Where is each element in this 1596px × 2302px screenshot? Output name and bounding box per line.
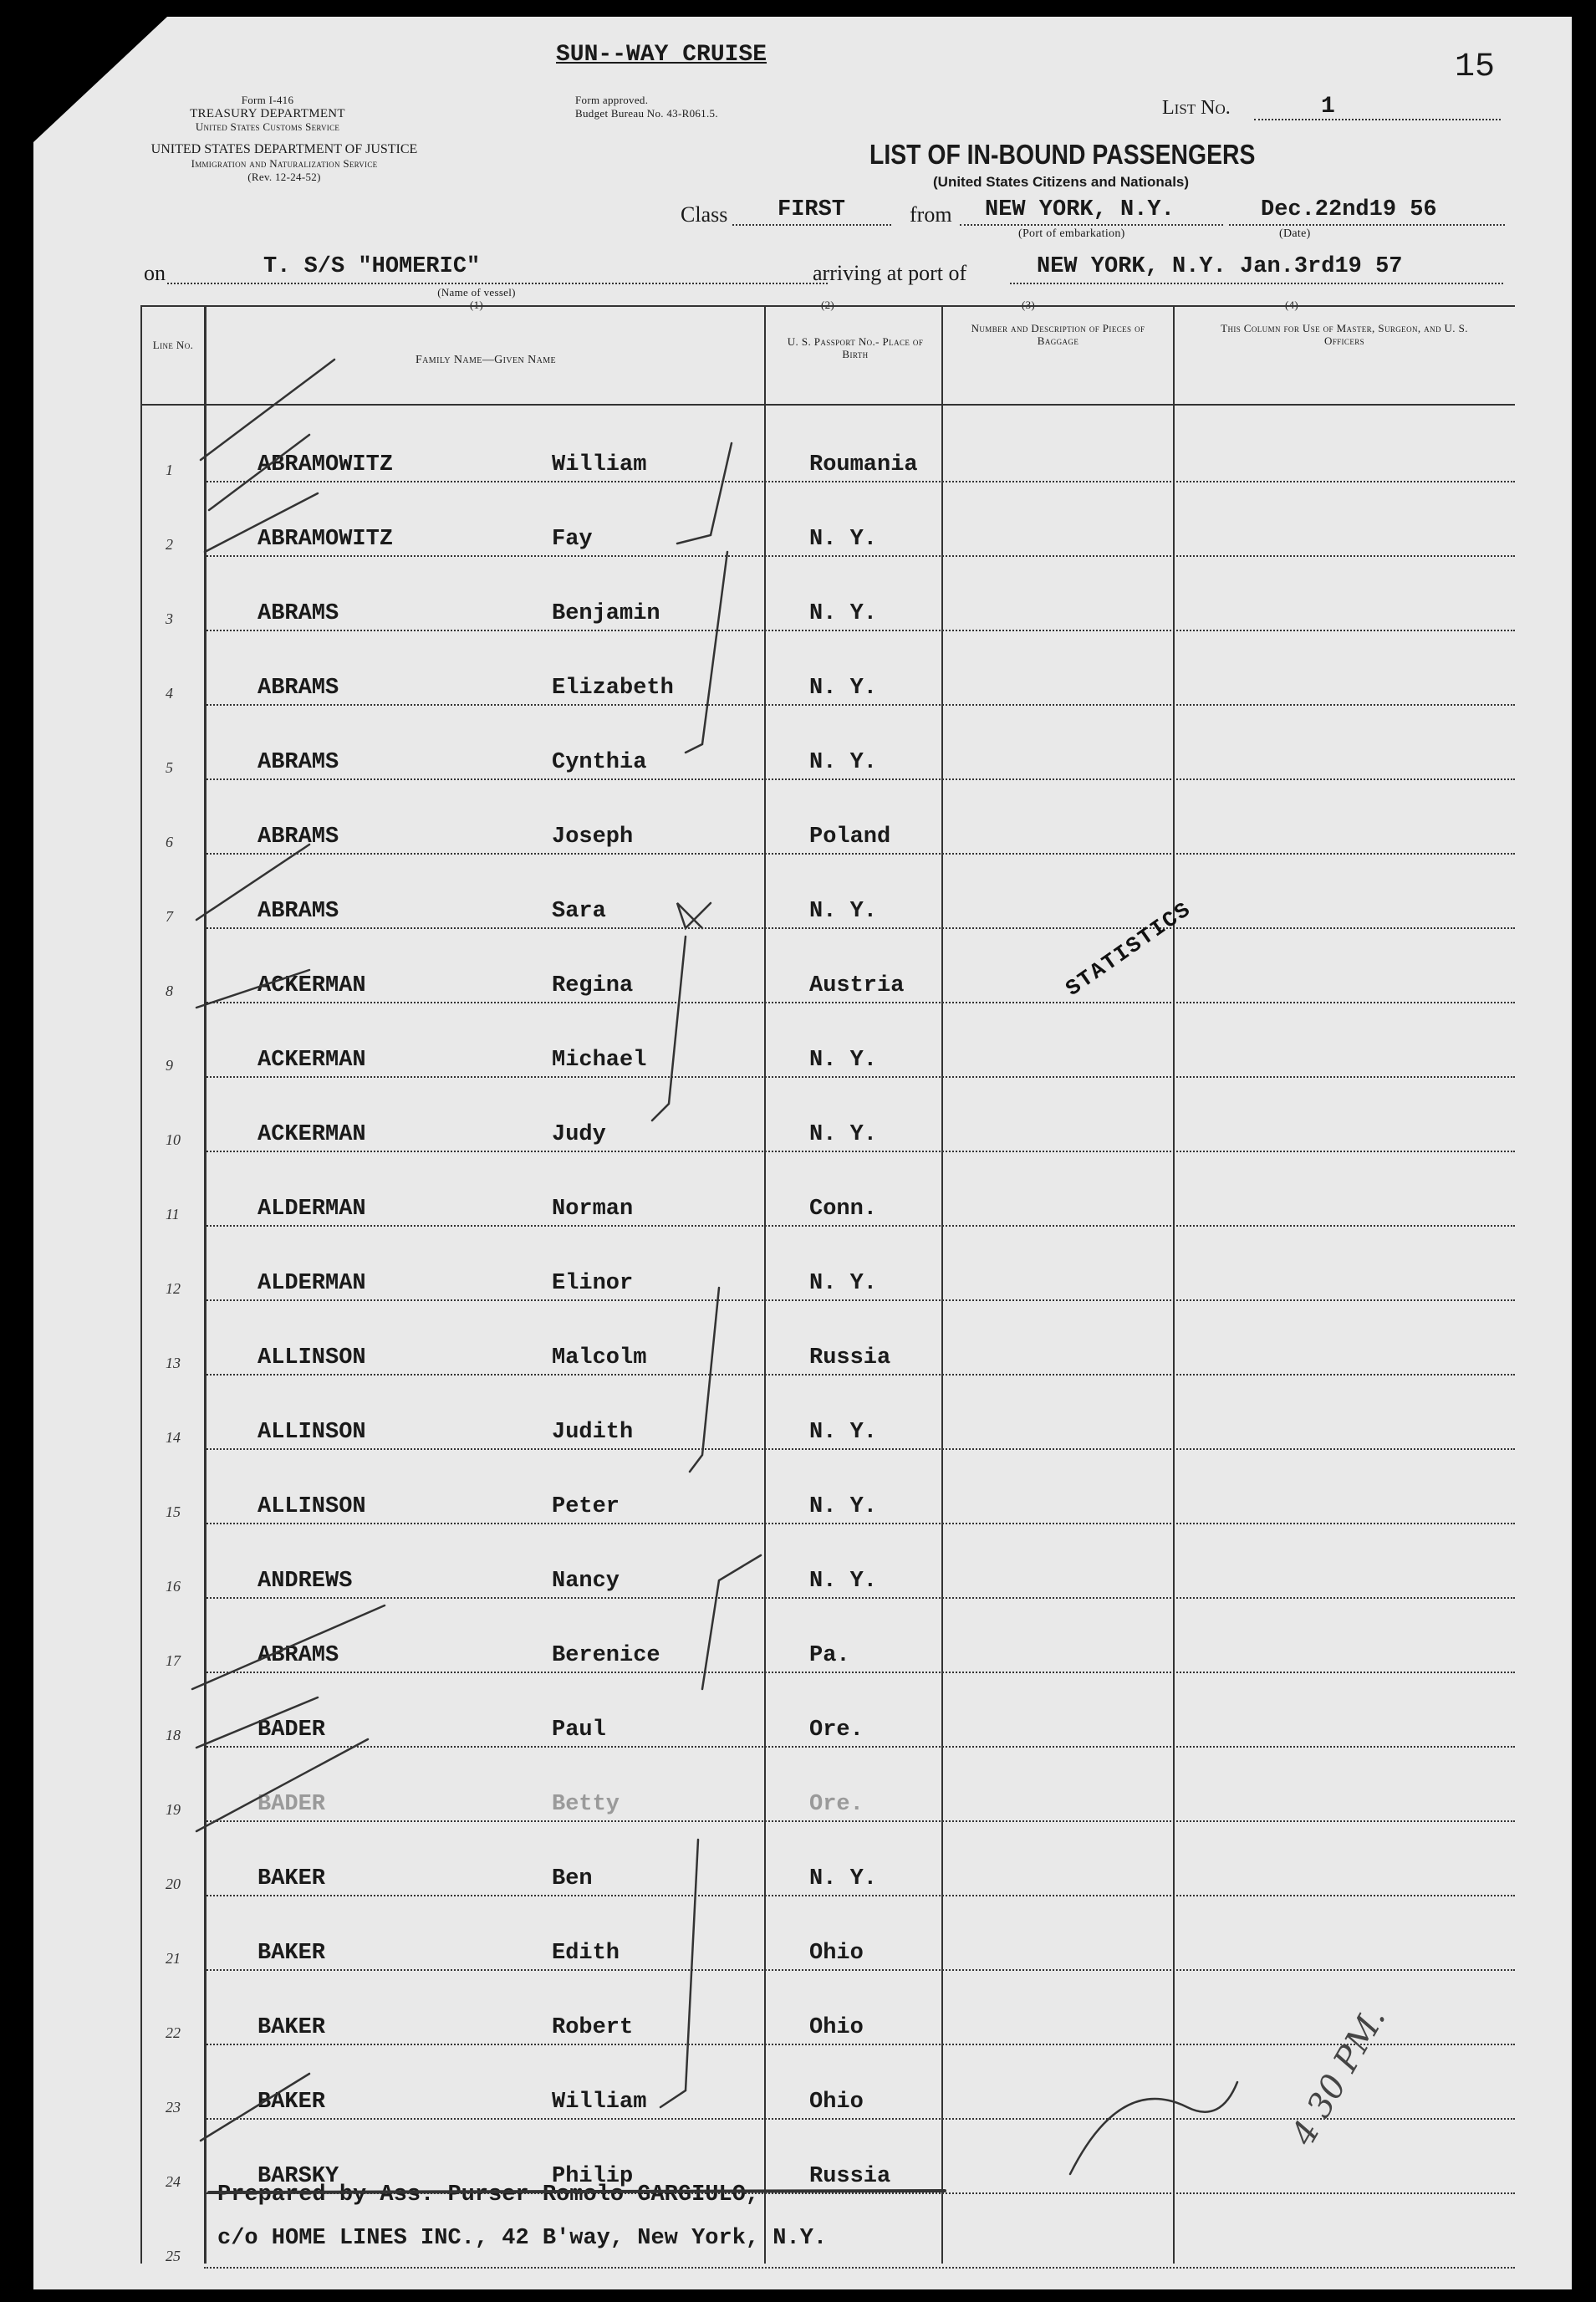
given-name: Robert	[552, 2015, 634, 2040]
line-number: 11	[166, 1206, 180, 1222]
line-number: 10	[166, 1131, 181, 1148]
form-number: Form I-416	[241, 94, 294, 106]
table-row	[140, 1823, 1515, 1896]
line-number: 16	[166, 1578, 181, 1595]
given-name: Philip	[552, 2164, 634, 2189]
table-row	[140, 632, 1515, 706]
line-number: 6	[166, 834, 173, 850]
line-number: 9	[166, 1057, 173, 1074]
line-number: 23	[166, 2099, 181, 2116]
line-number: 12	[166, 1280, 181, 1297]
class-line	[732, 224, 891, 226]
vessel-col-num: (1)	[469, 299, 484, 311]
birth-place: Ohio	[809, 2090, 864, 2115]
birth-place: Ore.	[809, 1792, 864, 1817]
row-rule	[204, 1597, 1515, 1599]
family-name: ABRAMS	[258, 899, 339, 924]
row-rule	[204, 1523, 1515, 1524]
arrival-port-date: NEW YORK, N.Y. Jan.3rd19 57	[1037, 254, 1403, 279]
from-value: NEW YORK, N.Y.	[985, 197, 1175, 222]
table-row	[140, 483, 1515, 557]
torn-corner	[33, 17, 167, 142]
given-name: Sara	[552, 899, 606, 924]
family-name: ALDERMAN	[258, 1271, 366, 1296]
row-rule	[204, 1002, 1515, 1003]
row-rule	[204, 778, 1515, 780]
passenger-table	[140, 305, 1515, 2264]
given-name: Elinor	[552, 1271, 634, 1296]
family-name: BAKER	[258, 1866, 326, 1891]
family-name: ABRAMOWITZ	[258, 452, 394, 477]
birth-place: N. Y.	[809, 527, 878, 552]
list-title: LIST OF IN-BOUND PASSENGERS	[869, 139, 1256, 170]
arriving-label: arriving at port of	[813, 261, 967, 285]
given-name: Regina	[552, 973, 634, 998]
list-no-line	[1254, 119, 1501, 120]
given-name: Nancy	[552, 1569, 620, 1594]
class-value: FIRST	[778, 197, 846, 222]
row-rule	[204, 1225, 1515, 1227]
from-line	[960, 224, 1223, 226]
given-name: Judith	[552, 1420, 634, 1445]
birth-place: N. Y.	[809, 676, 878, 701]
family-name: ABRAMS	[258, 601, 339, 626]
given-name: Edith	[552, 1941, 620, 1966]
port-caption: (Port of embarkation)	[1018, 227, 1125, 240]
table-row	[140, 1376, 1515, 1450]
form-approved: Form approved.	[575, 94, 649, 106]
header-bottom-rule	[140, 404, 1515, 406]
family-name: ABRAMS	[258, 1643, 339, 1668]
col-line-no: Line No.	[152, 339, 194, 351]
statistics-stamp: STATISTICS	[1061, 896, 1196, 1002]
family-name: BADER	[258, 1792, 326, 1817]
col-family-given-name: Family Name—Given Name	[415, 354, 556, 366]
page-number: 15	[1455, 48, 1496, 86]
table-row	[140, 1153, 1515, 1227]
given-name: Betty	[552, 1792, 620, 1817]
row-rule	[204, 1076, 1515, 1078]
line-number: 3	[166, 610, 173, 627]
given-name: Michael	[552, 1048, 647, 1073]
family-name: ACKERMAN	[258, 1048, 366, 1073]
table-row	[140, 781, 1515, 855]
line-number: 19	[166, 1801, 181, 1818]
ins-service: Immigration and Naturalization Service	[191, 157, 378, 170]
given-name: Judy	[552, 1122, 606, 1147]
row-rule	[204, 927, 1515, 929]
line-number: 20	[166, 1876, 181, 1892]
given-name: Paul	[552, 1718, 606, 1743]
birth-place: Conn.	[809, 1197, 878, 1222]
table-row	[140, 1004, 1515, 1078]
line-number: 4	[166, 685, 173, 702]
row-rule	[204, 1672, 1515, 1673]
line-number: 15	[166, 1503, 181, 1520]
line-number: 2	[166, 536, 173, 553]
table-row	[140, 1228, 1515, 1301]
class-label: Class	[681, 202, 728, 227]
table-row	[140, 1600, 1515, 1673]
row-rule	[204, 1299, 1515, 1301]
departure-date: Dec.22nd19 56	[1261, 197, 1437, 222]
handwritten-time: 4 30 PM.	[1283, 2000, 1394, 2152]
table-row	[140, 409, 1515, 482]
col-baggage: Number and Description of Pieces of Baggage	[971, 322, 1145, 347]
birth-place: Ore.	[809, 1718, 864, 1743]
birth-place: Pa.	[809, 1643, 850, 1668]
row-rule	[204, 555, 1515, 557]
table-row	[140, 1972, 1515, 2045]
table-row	[140, 1674, 1515, 1748]
birth-place: N. Y.	[809, 1866, 878, 1891]
row-rule	[204, 853, 1515, 855]
line-number: 7	[166, 908, 173, 925]
given-name: William	[552, 2090, 647, 2115]
given-name: Norman	[552, 1197, 634, 1222]
col3-num: (3)	[1021, 299, 1036, 311]
birth-place: N. Y.	[809, 899, 878, 924]
office-address: c/o HOME LINES INC., 42 B'way, New York, N.Y.	[217, 2226, 828, 2251]
date-caption: (Date)	[1279, 227, 1311, 240]
arrival-line	[1010, 283, 1503, 284]
birth-place: Ohio	[809, 1941, 864, 1966]
table-top-rule	[140, 305, 1515, 307]
cruise-title: SUN--WAY CRUISE	[556, 42, 767, 68]
line-number: 21	[166, 1950, 181, 1967]
row-rule	[204, 1820, 1515, 1822]
given-name: William	[552, 452, 647, 477]
family-name: ABRAMS	[258, 676, 339, 701]
line-number: 24	[166, 2173, 181, 2190]
line-number: 17	[166, 1652, 181, 1669]
row-rule	[204, 1151, 1515, 1152]
from-label: from	[910, 202, 952, 227]
table-row	[140, 930, 1515, 1003]
col-passport-birth: U. S. Passport No.- Place of Birth	[787, 335, 924, 360]
table-row	[140, 1897, 1515, 1971]
line-number: 8	[166, 983, 173, 999]
family-name: ABRAMS	[258, 750, 339, 775]
table-row	[140, 1451, 1515, 1524]
manifest-sheet	[33, 17, 1572, 2289]
col4-num: (4)	[1284, 299, 1299, 311]
birth-place: N. Y.	[809, 1122, 878, 1147]
family-name: ABRAMOWITZ	[258, 527, 394, 552]
line-number: 5	[166, 759, 173, 776]
given-name: Malcolm	[552, 1345, 647, 1370]
given-name: Peter	[552, 1494, 620, 1519]
table-row	[140, 558, 1515, 631]
row-rule	[204, 1374, 1515, 1376]
row-rule	[204, 1969, 1515, 1971]
row-rule	[204, 1746, 1515, 1748]
given-name: Fay	[552, 527, 593, 552]
given-name: Berenice	[552, 1643, 660, 1668]
family-name: ALLINSON	[258, 1345, 366, 1370]
row-rule	[204, 1895, 1515, 1896]
birth-place: N. Y.	[809, 1569, 878, 1594]
row-rule	[204, 1448, 1515, 1450]
list-subtitle: (United States Citizens and Nationals)	[933, 174, 1190, 190]
family-name: BARSKY	[258, 2164, 339, 2189]
row-rule	[204, 2044, 1515, 2045]
family-name: ALLINSON	[258, 1494, 366, 1519]
family-name: ALLINSON	[258, 1420, 366, 1445]
birth-place: N. Y.	[809, 1048, 878, 1073]
col2-num: (2)	[820, 299, 835, 311]
line-number: 13	[166, 1355, 181, 1371]
date-line	[1229, 224, 1505, 226]
family-name: ALDERMAN	[258, 1197, 366, 1222]
table-row	[140, 707, 1515, 780]
family-name: BAKER	[258, 2015, 326, 2040]
family-name: ABRAMS	[258, 824, 339, 850]
treasury-dept: TREASURY DEPARTMENT	[190, 107, 345, 120]
row-rule	[204, 704, 1515, 706]
birth-place: N. Y.	[809, 1494, 878, 1519]
vessel-name: T. S/S "HOMERIC"	[263, 254, 481, 279]
birth-place: Austria	[809, 973, 905, 998]
line-number: 18	[166, 1727, 181, 1743]
list-no-value: 1	[1321, 94, 1335, 120]
given-name: Ben	[552, 1866, 593, 1891]
row-rule	[204, 481, 1515, 482]
col-official-use: This Column for Use of Master, Surgeon, and U. S. Officers	[1221, 322, 1468, 347]
table-row	[140, 1748, 1515, 1822]
family-name: BAKER	[258, 1941, 326, 1966]
birth-place: Russia	[809, 1345, 891, 1370]
given-name: Cynthia	[552, 750, 647, 775]
family-name: BAKER	[258, 2090, 326, 2115]
birth-place: N. Y.	[809, 601, 878, 626]
justice-dept: UNITED STATES DEPARTMENT OF JUSTICE	[150, 142, 418, 156]
table-row	[140, 1302, 1515, 1376]
birth-place: Roumania	[809, 452, 918, 477]
on-label: on	[144, 261, 166, 285]
family-name: ANDREWS	[258, 1569, 353, 1594]
given-name: Joseph	[552, 824, 634, 850]
table-row	[140, 1079, 1515, 1152]
birth-place: Poland	[809, 824, 891, 850]
table-row	[140, 855, 1515, 929]
line-number: 22	[166, 2024, 181, 2041]
given-name: Elizabeth	[552, 676, 674, 701]
birth-place: N. Y.	[809, 750, 878, 775]
budget-bureau: Budget Bureau No. 43-R061.5.	[575, 107, 718, 120]
birth-place: Ohio	[809, 2015, 864, 2040]
row-rule	[204, 630, 1515, 631]
line-number: 14	[166, 1429, 181, 1446]
list-no-label: List No.	[1162, 97, 1231, 119]
line-number: 1	[166, 462, 173, 478]
row-rule	[204, 2267, 1515, 2269]
vessel-caption: (Name of vessel)	[437, 286, 516, 299]
revision-date: (Rev. 12-24-52)	[247, 171, 321, 183]
customs-service: United States Customs Service	[195, 120, 340, 133]
family-name: ACKERMAN	[258, 973, 366, 998]
birth-place: N. Y.	[809, 1420, 878, 1445]
vessel-line	[167, 283, 828, 284]
table-row	[140, 1525, 1515, 1599]
birth-place: Russia	[809, 2164, 891, 2189]
given-name: Benjamin	[552, 601, 660, 626]
birth-place: N. Y.	[809, 1271, 878, 1296]
line-number: 25	[166, 2248, 181, 2264]
family-name: ACKERMAN	[258, 1122, 366, 1147]
prepared-by: Prepared by Ass. Purser Romolo GARGIULO,	[217, 2182, 760, 2208]
family-name: BADER	[258, 1718, 326, 1743]
